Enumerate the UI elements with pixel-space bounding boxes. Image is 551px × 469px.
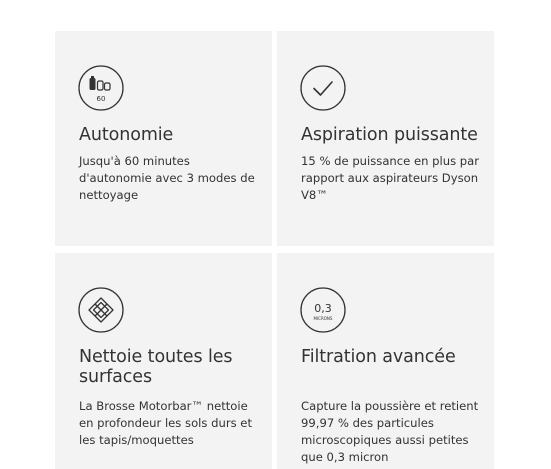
- feature-card-aspiration: [277, 31, 494, 246]
- feature-description: La Brosse Motorbar™ nettoie en profondeur les sols durs et les tapis/moquettes: [79, 399, 252, 447]
- feature-description: Capture la poussière et retient 99,97 % des particules microscopiques aussi petites que 0,3 micron: [301, 399, 479, 464]
- feature-title: Filtration avancée: [301, 347, 456, 367]
- feature-card-surfaces: [55, 253, 272, 469]
- brush-head-icon: [78, 287, 124, 333]
- feature-title: Aspiration puissante: [301, 125, 478, 145]
- feature-description: 15 % de puissance en plus par rapport aux aspirateurs Dyson V8™: [301, 154, 480, 202]
- battery-runtime-value: 60: [96, 95, 106, 103]
- features-grid: [55, 31, 494, 469]
- feature-title: Nettoie toutes les surfaces: [79, 347, 233, 387]
- feature-card-filtration: [277, 253, 494, 469]
- micron-unit: MICRONS: [313, 316, 333, 321]
- filtration-micron-icon: [300, 287, 346, 333]
- micron-value: 0,3: [314, 302, 332, 315]
- battery-runtime-icon: [78, 65, 124, 111]
- feature-title: Autonomie: [79, 125, 174, 145]
- feature-card-autonomie: [55, 31, 272, 246]
- feature-description: Jusqu'à 60 minutes d'autonomie avec 3 modes de nettoyage: [79, 154, 255, 202]
- checkmark-icon: [300, 65, 346, 111]
